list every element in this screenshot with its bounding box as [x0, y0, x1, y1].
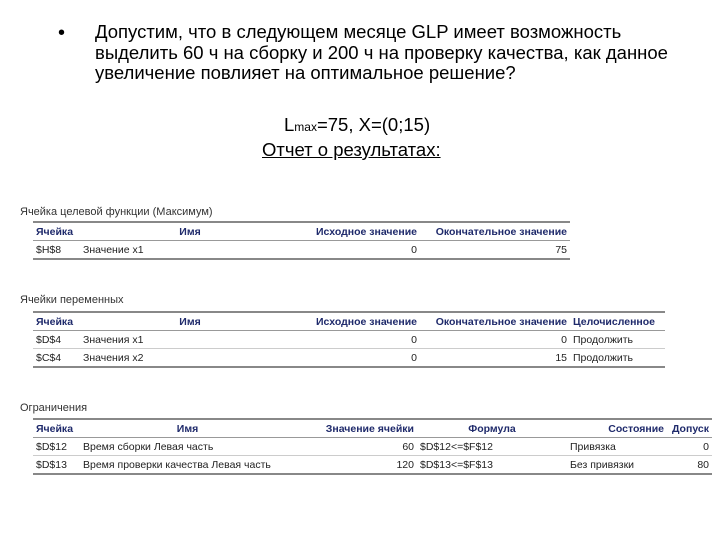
objective-title: Ячейка целевой функции (Максимум): [20, 206, 213, 218]
cell: 15: [420, 349, 570, 368]
cell: Время проверки качества Левая часть: [80, 456, 295, 475]
col-header: Окончательное значение: [420, 222, 570, 241]
question-text: Допустим, что в следующем месяце GLP имеет возможность выделить 60 ч на сборку и 200 ч на проверку качества, как данное увеличение повлияет на оптимальное решение?: [95, 21, 668, 83]
cell: 120: [295, 456, 417, 475]
cell: $D$13: [33, 456, 80, 475]
cell: $C$4: [33, 349, 80, 368]
bullet: •: [58, 22, 66, 44]
table-header: [33, 222, 570, 241]
cell: Продолжить: [570, 331, 665, 349]
cell: $D$4: [33, 331, 80, 349]
cell: 60: [295, 438, 417, 456]
cell: Без привязки: [567, 456, 667, 475]
col-header: Допуск: [667, 419, 712, 438]
cell: $H$8: [33, 241, 80, 260]
cell: Значения x1: [80, 331, 300, 349]
col-header: Состояние: [567, 419, 667, 438]
cell: Значения x2: [80, 349, 300, 368]
cell: $D$12<=$F$12: [417, 438, 567, 456]
cell: Время сборки Левая часть: [80, 438, 295, 456]
cell: Привязка: [567, 438, 667, 456]
cell: 0: [300, 241, 420, 260]
table-row: [33, 241, 570, 260]
cell: Значение x1: [80, 241, 300, 260]
col-header: Ячейка: [33, 419, 80, 438]
variables-table: [33, 311, 665, 368]
cell: 0: [420, 331, 570, 349]
col-header: Окончательное значение: [420, 312, 570, 331]
table-header: [33, 312, 665, 331]
report-label: Отчет о результатах:: [262, 139, 441, 160]
col-header: Ячейка: [33, 312, 80, 331]
col-header: Ячейка: [33, 222, 80, 241]
table-row: [33, 349, 665, 368]
cell: 0: [667, 438, 712, 456]
cell: $D$12: [33, 438, 80, 456]
variables-title: Ячейки переменных: [20, 294, 124, 306]
col-header: Имя: [80, 312, 300, 331]
cell: 75: [420, 241, 570, 260]
cell: Продолжить: [570, 349, 665, 368]
col-header: Исходное значение: [300, 312, 420, 331]
table-row: [33, 331, 665, 349]
col-header: Целочисленное: [570, 312, 665, 331]
col-header: Имя: [80, 419, 295, 438]
result-rest: =75, X=(0;15): [316, 114, 431, 135]
col-header: Исходное значение: [300, 222, 420, 241]
col-header: Имя: [80, 222, 300, 241]
result-line: [284, 114, 430, 136]
table-header: [33, 419, 712, 438]
table-row: [33, 438, 712, 456]
cell: $D$13<=$F$13: [417, 456, 567, 475]
result-sub: max: [294, 120, 317, 134]
col-header: Значение ячейки: [295, 419, 417, 438]
result-prefix: L: [284, 114, 295, 135]
constraints-table: [33, 418, 712, 475]
cell: 80: [667, 456, 712, 475]
objective-table: [33, 221, 570, 260]
cell: 0: [300, 331, 420, 349]
constraints-title: Ограничения: [20, 402, 88, 414]
cell: 0: [300, 349, 420, 368]
table-row: [33, 456, 712, 475]
col-header: Формула: [417, 419, 567, 438]
